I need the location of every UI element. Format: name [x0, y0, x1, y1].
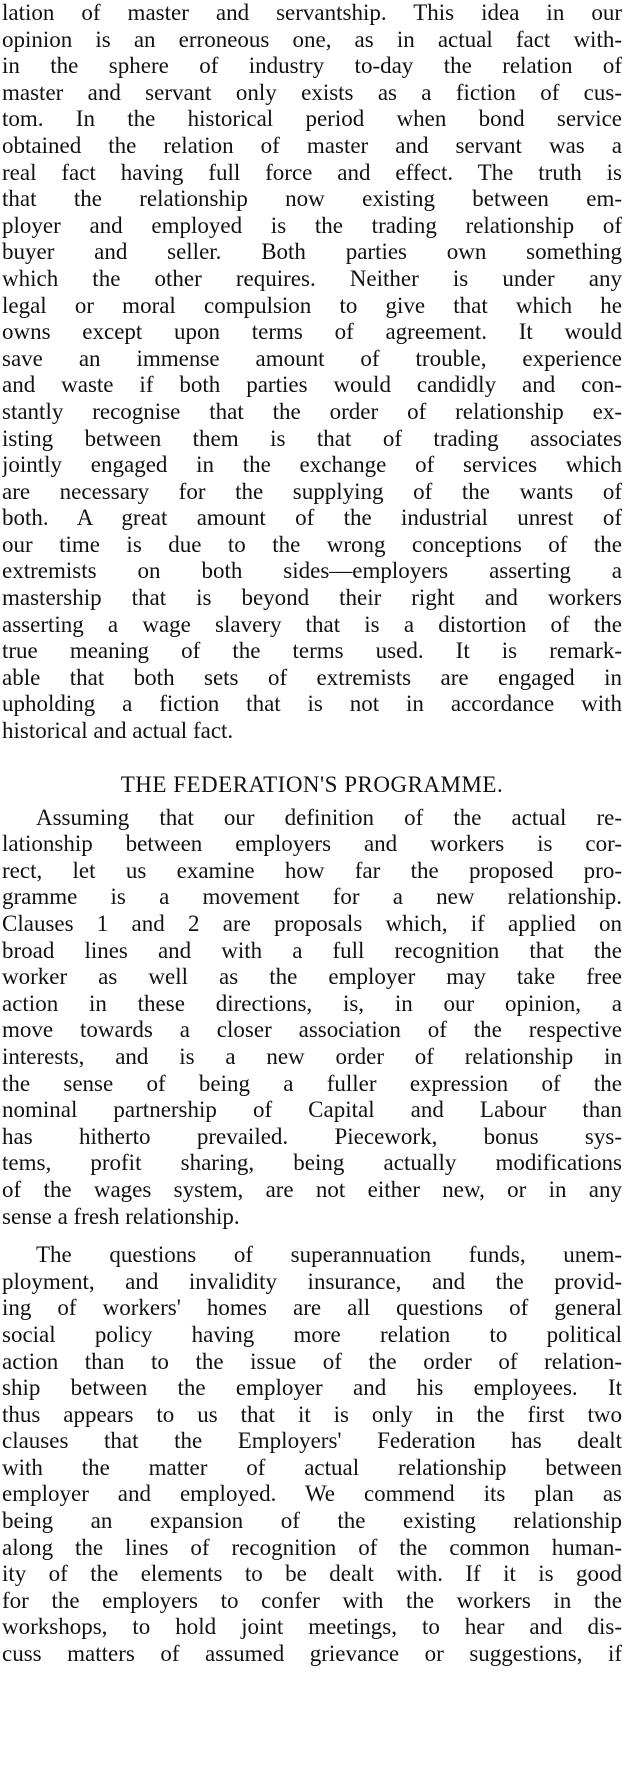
text-line: with the matter of actual relationship between: [2, 1454, 622, 1480]
text-column: [2, 0, 622, 1668]
text-line: in the sphere of industry to-day the relation of: [2, 53, 622, 79]
text-line: master and servant only exists as a fiction of cus-: [2, 79, 622, 105]
text-line: interests, and is a new order of relationship in: [2, 1043, 622, 1069]
text-line: legal or moral compulsion to give that which he: [2, 292, 622, 318]
paragraph-programme: [2, 805, 622, 1231]
text-line: nominal partnership of Capital and Labour than: [2, 1097, 622, 1123]
text-line: mastership that is beyond their right and workers: [2, 585, 622, 611]
text-line: Assuming that our definition of the actual re-: [36, 804, 622, 830]
text-line: gramme is a movement for a new relationship.: [2, 884, 622, 910]
text-line: the sense of being a fuller expression of the: [2, 1070, 622, 1096]
text-line: historical and actual fact.: [2, 718, 234, 744]
text-line: has hitherto prevailed. Piecework, bonus sys-: [2, 1123, 622, 1149]
text-line: clauses that the Employers' Federation has dealt: [2, 1428, 622, 1454]
text-line: and waste if both parties would candidly and con-: [2, 372, 622, 398]
text-line: extremists on both sides—employers asserting a: [2, 558, 622, 584]
text-line: rect, let us examine how far the proposed pro-: [2, 857, 622, 883]
text-line: lation of master and servantship. This idea in our: [2, 0, 622, 25]
text-line: action in these directions, is, in our opinion, a: [2, 990, 622, 1016]
text-line: both. A great amount of the industrial unrest of: [2, 505, 622, 531]
text-line: workshops, to hold joint meetings, to hear and dis-: [2, 1614, 622, 1640]
text-line: broad lines and with a full recognition that the: [2, 937, 622, 963]
text-line: Clauses 1 and 2 are proposals which, if applied on: [2, 911, 622, 936]
text-line: being an expansion of the existing relationship: [2, 1508, 622, 1534]
text-line: real fact having full force and effect. The truth is: [2, 159, 622, 185]
section-heading: THE FEDERATION'S PROGRAMME.: [120, 771, 504, 797]
text-line: are necessary for the supplying of the wants of: [2, 478, 622, 504]
text-line: isting between them is that of trading associates: [2, 425, 622, 451]
text-line: ployment, and invalidity insurance, and the provid-: [2, 1268, 622, 1294]
text-line: ity of the elements to be dealt with. If it is good: [2, 1561, 622, 1587]
text-line: opinion is an erroneous one, as in actual fact with-: [2, 26, 622, 52]
paragraph-relationship: [2, 0, 622, 745]
text-line: asserting a wage slavery that is a distortion of the: [2, 611, 622, 637]
text-line: move towards a closer association of the respective: [2, 1017, 622, 1043]
text-line: ship between the employer and his employees. It: [2, 1375, 622, 1401]
text-line: The questions of superannuation funds, unem-: [36, 1242, 622, 1268]
text-line: tom. In the historical period when bond service: [2, 106, 622, 132]
text-line: for the employers to confer with the workers in the: [2, 1587, 622, 1613]
text-line: stantly recognise that the order of relationship ex-: [2, 398, 622, 424]
text-line: cuss matters of assumed grievance or suggestions, if: [2, 1641, 622, 1667]
text-line: owns except upon terms of agreement. It would: [2, 319, 622, 345]
text-line: jointly engaged in the exchange of services which: [2, 452, 622, 478]
text-line: tems, profit sharing, being actually modifications: [2, 1150, 622, 1176]
text-line: ing of workers' homes are all questions of general: [2, 1295, 622, 1321]
text-line: obtained the relation of master and servant was a: [2, 132, 622, 158]
text-line: our time is due to the wrong conceptions of the: [2, 531, 622, 557]
paragraph-social-policy: [2, 1242, 622, 1668]
text-line: which the other requires. Neither is under any: [2, 265, 622, 291]
text-line: thus appears to us that it is only in the first two: [2, 1401, 622, 1427]
text-line: action than to the issue of the order of relation-: [2, 1348, 622, 1374]
text-line: upholding a fiction that is not in accordance with: [2, 691, 622, 717]
text-line: employer and employed. We commend its plan as: [2, 1481, 622, 1507]
text-line: save an immense amount of trouble, experience: [2, 345, 622, 371]
text-line: sense a fresh relationship.: [2, 1203, 240, 1229]
text-line: ployer and employed is the trading relationship of: [2, 212, 622, 238]
text-line: along the lines of recognition of the common human-: [2, 1534, 622, 1560]
paragraph-spacer: [2, 1230, 622, 1242]
text-line: able that both sets of extremists are engaged in: [2, 664, 622, 690]
text-line: that the relationship now existing between em-: [2, 186, 622, 212]
text-line: true meaning of the terms used. It is remark-: [2, 638, 622, 664]
text-line: of the wages system, are not either new, or in any: [2, 1176, 622, 1202]
text-line: lationship between employers and workers is cor-: [2, 831, 622, 857]
text-line: worker as well as the employer may take free: [2, 964, 622, 990]
text-line: social policy having more relation to political: [2, 1321, 622, 1347]
text-line: buyer and seller. Both parties own something: [2, 239, 622, 265]
